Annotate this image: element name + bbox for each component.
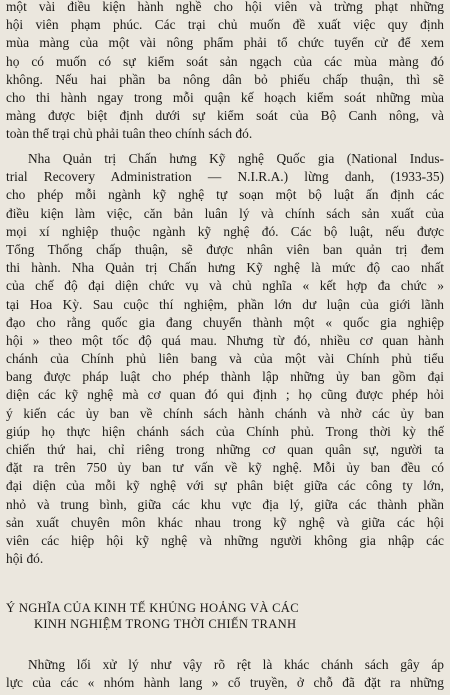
text-line: mùa màng của một vài nông phẩm phải tổ chức tuyển cử để xem xyxy=(6,35,444,51)
text-line: đạo cho rằng quốc gia đang chuyển thành một « quốc gia nghiệp xyxy=(6,314,444,330)
heading-line: Ý NGHĨA CỦA KINH TẾ KHỦNG HOẢNG VÀ CÁC xyxy=(6,601,299,615)
heading-line: KINH NGHIỆM TRONG THỜI CHIẾN TRANH xyxy=(34,617,297,631)
text-line: trial Recovery Administration — N.I.R.A.) lừng danh, (1933-35) xyxy=(6,169,444,185)
text-line: tại Hoa Kỳ. Sau cuộc thí nghiệm, phần lớn dư luận của giới lãnh xyxy=(6,296,444,312)
text-line: toàn thể trại chủ phải tuân theo chính sách đó. xyxy=(6,126,253,142)
text-line: nhỏ và trung bình, giữa các khu vực địa lý, giữa các thành phần xyxy=(6,496,444,512)
text-line: cho phép mỗi ngành kỹ nghệ tự soạn một bộ luật ấn định các xyxy=(6,187,444,203)
text-line: bang được pháp luật cho phép thành lập những ủy ban gồm đại xyxy=(6,369,444,385)
text-line: chánh của Chính phủ liên bang và của một vài Chính phủ tiểu xyxy=(6,351,444,367)
text-line: diện các kỹ nghệ mà cơ quan đó qui định ; họ cũng được phép hỏi xyxy=(6,387,444,403)
text-line: hội » theo một tốc độ quá mau. Nhưng từ đó, nhiều cơ quan hành xyxy=(6,332,444,348)
paragraph-2 xyxy=(6,150,444,568)
text-line: sản xuất chuyên môn khác nhau trong kỹ nghệ và giữa các hội xyxy=(6,514,444,530)
text-line: thi hành. Nha Quản trị Chấn hưng Kỹ nghệ là mức độ cao nhất xyxy=(6,260,444,276)
text-line: mọi xí nghiệp thuộc ngành kỹ nghệ đó. Các bộ luật, nếu được xyxy=(6,223,444,239)
text-line: đại diện của mỗi kỹ nghệ với sự phân biệt giữa các công ty lớn, xyxy=(6,478,444,494)
text-line: ý kiến các ủy ban về chính sách hành chánh và nhờ các ủy ban xyxy=(6,405,444,421)
paragraph-1 xyxy=(6,0,444,144)
text-line: một vài điều kiện hành nghề cho hội viên và trừng phạt những xyxy=(6,0,444,14)
text-line: Tổng Thống chấp thuận, sẽ được nhân viên ban quản trị đem xyxy=(6,241,444,257)
text-line: cho thi hành ngay trong mỗi quận kế hoạch kiểm soát những mùa xyxy=(6,89,444,105)
text-line: họ có muốn có sự kiểm soát sản ngạch của các mùa màng đó xyxy=(6,53,444,69)
text-line: hội đó. xyxy=(6,551,44,567)
text-line: điều kiện làm việc, căn bản luân lý và chính sách sản xuất của xyxy=(6,205,444,221)
paragraph-3 xyxy=(6,656,444,692)
section-heading xyxy=(6,600,444,632)
text-line: giúp họ thực hiện chánh sách của Chính phủ. Trong thời kỳ thế xyxy=(6,423,444,439)
text-line: hội viên phạm phúc. Các trại chủ muốn đề xuất việc quy định xyxy=(6,17,444,33)
text-line: của chế độ đại diện chức vụ và chủ nghĩa « kết hợp đa chức » xyxy=(6,278,444,294)
text-line: viên các hiệp hội kỹ nghệ và những người không gia nhập các xyxy=(6,532,444,548)
text-line: đặt ra trên 750 ủy ban tư vấn về kỹ nghệ. Mỗi ủy ban đều có xyxy=(6,460,444,476)
text-line: màng được biệt định dưới sự kiểm soát của Bộ Canh nông, và xyxy=(6,108,444,124)
text-line: Những lối xử lý như vậy rõ rệt là khác chánh sách gây áp xyxy=(28,657,444,672)
text-line: chiến thứ hai, chỉ riêng trong những cơ quan quân sự, người ta xyxy=(6,442,444,457)
text-line: không. Nếu hai phần ba nông dân bỏ phiếu chấp thuận, thì sẽ xyxy=(6,71,444,87)
text-line: Nha Quản trị Chấn hưng Kỹ nghệ Quốc gia (National Indus- xyxy=(28,151,444,166)
text-line: lực của các « nhóm hành lang » cổ truyền, ở chỗ đã đặt ra những xyxy=(6,675,444,691)
